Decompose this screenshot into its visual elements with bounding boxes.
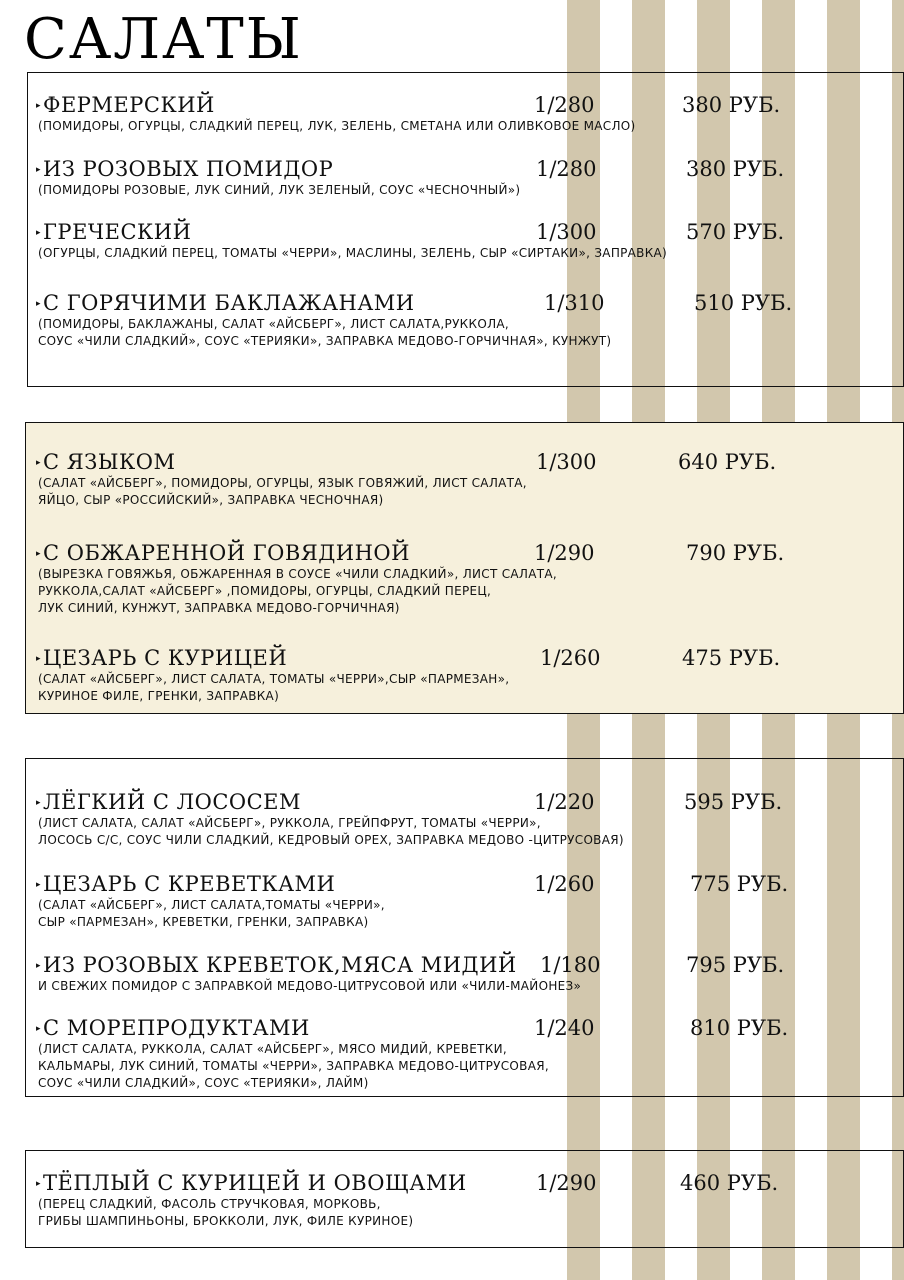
menu-item xyxy=(0,540,904,617)
item-name-text: ТЁПЛЫЙ С КУРИЦЕЙ И ОВОЩАМИ xyxy=(43,1171,467,1195)
item-weight: 1/260 xyxy=(540,646,601,670)
item-price: 460 РУБ. xyxy=(680,1171,779,1195)
item-price: 810 РУБ. xyxy=(690,1016,789,1040)
menu-item xyxy=(0,645,904,705)
item-description: (ОГУРЦЫ, СЛАДКИЙ ПЕРЕЦ, ТОМАТЫ «ЧЕРРИ», МАСЛИНЫ, ЗЕЛЕНЬ, СЫР «СИРТАКИ», ЗАПРАВКА) xyxy=(38,246,668,260)
item-weight: 1/300 xyxy=(536,450,597,474)
item-description: (ПОМИДОРЫ, БАКЛАЖАНЫ, САЛАТ «АЙСБЕРГ», ЛИСТ САЛАТА,РУККОЛА, СОУС «ЧИЛИ СЛАДКИЙ», СОУС «ТЕРИЯКИ», ЗАПРАВКА МЕДОВО-ГОРЧИЧНАЯ», КУНЖУТ) xyxy=(38,317,612,348)
menu-item xyxy=(0,1015,904,1092)
item-name-text: С ЯЗЫКОМ xyxy=(43,450,176,474)
item-name-text: С ГОРЯЧИМИ БАКЛАЖАНАМИ xyxy=(43,291,415,315)
item-weight: 1/240 xyxy=(534,1016,595,1040)
item-name-text: ФЕРМЕРСКИЙ xyxy=(43,93,215,117)
item-name xyxy=(36,92,215,119)
item-price: 380 РУБ. xyxy=(686,157,785,181)
item-weight: 1/280 xyxy=(534,93,595,117)
item-weight: 1/300 xyxy=(536,220,597,244)
arrow-icon: ▸ xyxy=(36,228,42,238)
item-price: 380 РУБ. xyxy=(682,93,781,117)
item-name xyxy=(36,789,301,816)
item-description: (ПЕРЕЦ СЛАДКИЙ, ФАСОЛЬ СТРУЧКОВАЯ, МОРКОВЬ, ГРИБЫ ШАМПИНЬОНЫ, БРОККОЛИ, ЛУК, ФИЛЕ КУРИНОЕ) xyxy=(38,1197,414,1228)
item-description: (САЛАТ «АЙСБЕРГ», ПОМИДОРЫ, ОГУРЦЫ, ЯЗЫК ГОВЯЖИЙ, ЛИСТ САЛАТА, ЯЙЦО, СЫР «РОССИЙСКИЙ», ЗАПРАВКА ЧЕСНОЧНАЯ) xyxy=(38,476,527,507)
item-name-text: ГРЕЧЕСКИЙ xyxy=(43,220,192,244)
item-price: 795 РУБ. xyxy=(686,953,785,977)
item-weight: 1/290 xyxy=(534,541,595,565)
item-description: (САЛАТ «АЙСБЕРГ», ЛИСТ САЛАТА, ТОМАТЫ «ЧЕРРИ»,СЫР «ПАРМЕЗАН», КУРИНОЕ ФИЛЕ, ГРЕНКИ, ЗАПРАВКА) xyxy=(38,672,510,703)
item-name xyxy=(36,871,335,898)
item-price: 570 РУБ. xyxy=(686,220,785,244)
menu-item xyxy=(0,92,904,135)
item-description: (ПОМИДОРЫ РОЗОВЫЕ, ЛУК СИНИЙ, ЛУК ЗЕЛЕНЫЙ, СОУС «ЧЕСНОЧНЫЙ») xyxy=(38,183,521,197)
item-price: 475 РУБ. xyxy=(682,646,781,670)
item-name xyxy=(36,1170,467,1197)
item-description: (ЛИСТ САЛАТА, РУККОЛА, САЛАТ «АЙСБЕРГ», МЯСО МИДИЙ, КРЕВЕТКИ, КАЛЬМАРЫ, ЛУК СИНИЙ, ТОМАТЫ «ЧЕРРИ», ЗАПРАВКА МЕДОВО-ЦИТРУСОВАЯ, СОУС «ЧИЛИ СЛАДКИЙ», СОУС «ТЕРИЯКИ», ЛАЙМ) xyxy=(38,1042,549,1090)
item-price: 790 РУБ. xyxy=(686,541,785,565)
item-price: 640 РУБ. xyxy=(678,450,777,474)
item-name xyxy=(36,645,287,672)
menu-item xyxy=(0,952,904,995)
arrow-icon: ▸ xyxy=(36,549,42,559)
arrow-icon: ▸ xyxy=(36,798,42,808)
item-name-text: ЦЕЗАРЬ С КУРИЦЕЙ xyxy=(43,646,288,670)
item-description: И СВЕЖИХ ПОМИДОР С ЗАПРАВКОЙ МЕДОВО-ЦИТРУСОВОЙ ИЛИ «ЧИЛИ-МАЙОНЕЗ» xyxy=(38,979,582,993)
arrow-icon: ▸ xyxy=(36,299,42,309)
arrow-icon: ▸ xyxy=(36,880,42,890)
arrow-icon: ▸ xyxy=(36,101,42,111)
item-name-text: ИЗ РОЗОВЫХ КРЕВЕТОК,МЯСА МИДИЙ xyxy=(43,953,517,977)
item-price: 595 РУБ. xyxy=(684,790,783,814)
item-weight: 1/180 xyxy=(540,953,601,977)
item-weight: 1/290 xyxy=(536,1171,597,1195)
item-weight: 1/220 xyxy=(534,790,595,814)
item-description: (ВЫРЕЗКА ГОВЯЖЬЯ, ОБЖАРЕННАЯ В СОУСЕ «ЧИЛИ СЛАДКИЙ», ЛИСТ САЛАТА, РУККОЛА,САЛАТ «АЙСБЕРГ» ,ПОМИДОРЫ, ОГУРЦЫ, СЛАДКИЙ ПЕРЕЦ, ЛУК СИНИЙ, КУНЖУТ, ЗАПРАВКА МЕДОВО-ГОРЧИЧНАЯ) xyxy=(38,567,557,615)
item-weight: 1/310 xyxy=(544,291,605,315)
arrow-icon: ▸ xyxy=(36,458,42,468)
item-name-text: ЛЁГКИЙ С ЛОСОСЕМ xyxy=(43,790,302,814)
item-description: (САЛАТ «АЙСБЕРГ», ЛИСТ САЛАТА,ТОМАТЫ «ЧЕРРИ», СЫР «ПАРМЕЗАН», КРЕВЕТКИ, ГРЕНКИ, ЗАПРАВКА) xyxy=(38,898,385,929)
menu-item xyxy=(0,871,904,931)
item-name xyxy=(36,540,410,567)
item-description: (ПОМИДОРЫ, ОГУРЦЫ, СЛАДКИЙ ПЕРЕЦ, ЛУК, ЗЕЛЕНЬ, СМЕТАНА ИЛИ ОЛИВКОВОЕ МАСЛО) xyxy=(38,119,636,133)
item-name xyxy=(36,952,517,979)
arrow-icon: ▸ xyxy=(36,165,42,175)
arrow-icon: ▸ xyxy=(36,1179,42,1189)
arrow-icon: ▸ xyxy=(36,961,42,971)
item-price: 510 РУБ. xyxy=(694,291,793,315)
menu-item xyxy=(0,290,904,350)
item-weight: 1/260 xyxy=(534,872,595,896)
menu-item xyxy=(0,789,904,849)
item-name xyxy=(36,1015,310,1042)
item-name-text: С ОБЖАРЕННОЙ ГОВЯДИНОЙ xyxy=(43,541,410,565)
menu-item xyxy=(0,449,904,509)
item-name-text: ЦЕЗАРЬ С КРЕВЕТКАМИ xyxy=(43,872,336,896)
item-price: 775 РУБ. xyxy=(690,872,789,896)
arrow-icon: ▸ xyxy=(36,654,42,664)
menu-item xyxy=(0,156,904,199)
item-description: (ЛИСТ САЛАТА, САЛАТ «АЙСБЕРГ», РУККОЛА, ГРЕЙПФРУТ, ТОМАТЫ «ЧЕРРИ», ЛОСОСЬ С/С, СОУС ЧИЛИ СЛАДКИЙ, КЕДРОВЫЙ ОРЕХ, ЗАПРАВКА МЕДОВО -ЦИТРУСОВАЯ) xyxy=(38,816,624,847)
item-name xyxy=(36,449,175,476)
item-weight: 1/280 xyxy=(536,157,597,181)
menu-item xyxy=(0,1170,904,1230)
menu-item xyxy=(0,219,904,262)
item-name-text: С МОРЕПРОДУКТАМИ xyxy=(43,1016,310,1040)
arrow-icon: ▸ xyxy=(36,1024,42,1034)
item-name xyxy=(36,156,333,183)
item-name xyxy=(36,290,415,317)
item-name-text: ИЗ РОЗОВЫХ ПОМИДОР xyxy=(43,157,334,181)
page-title: САЛАТЫ xyxy=(24,7,303,72)
item-name xyxy=(36,219,191,246)
